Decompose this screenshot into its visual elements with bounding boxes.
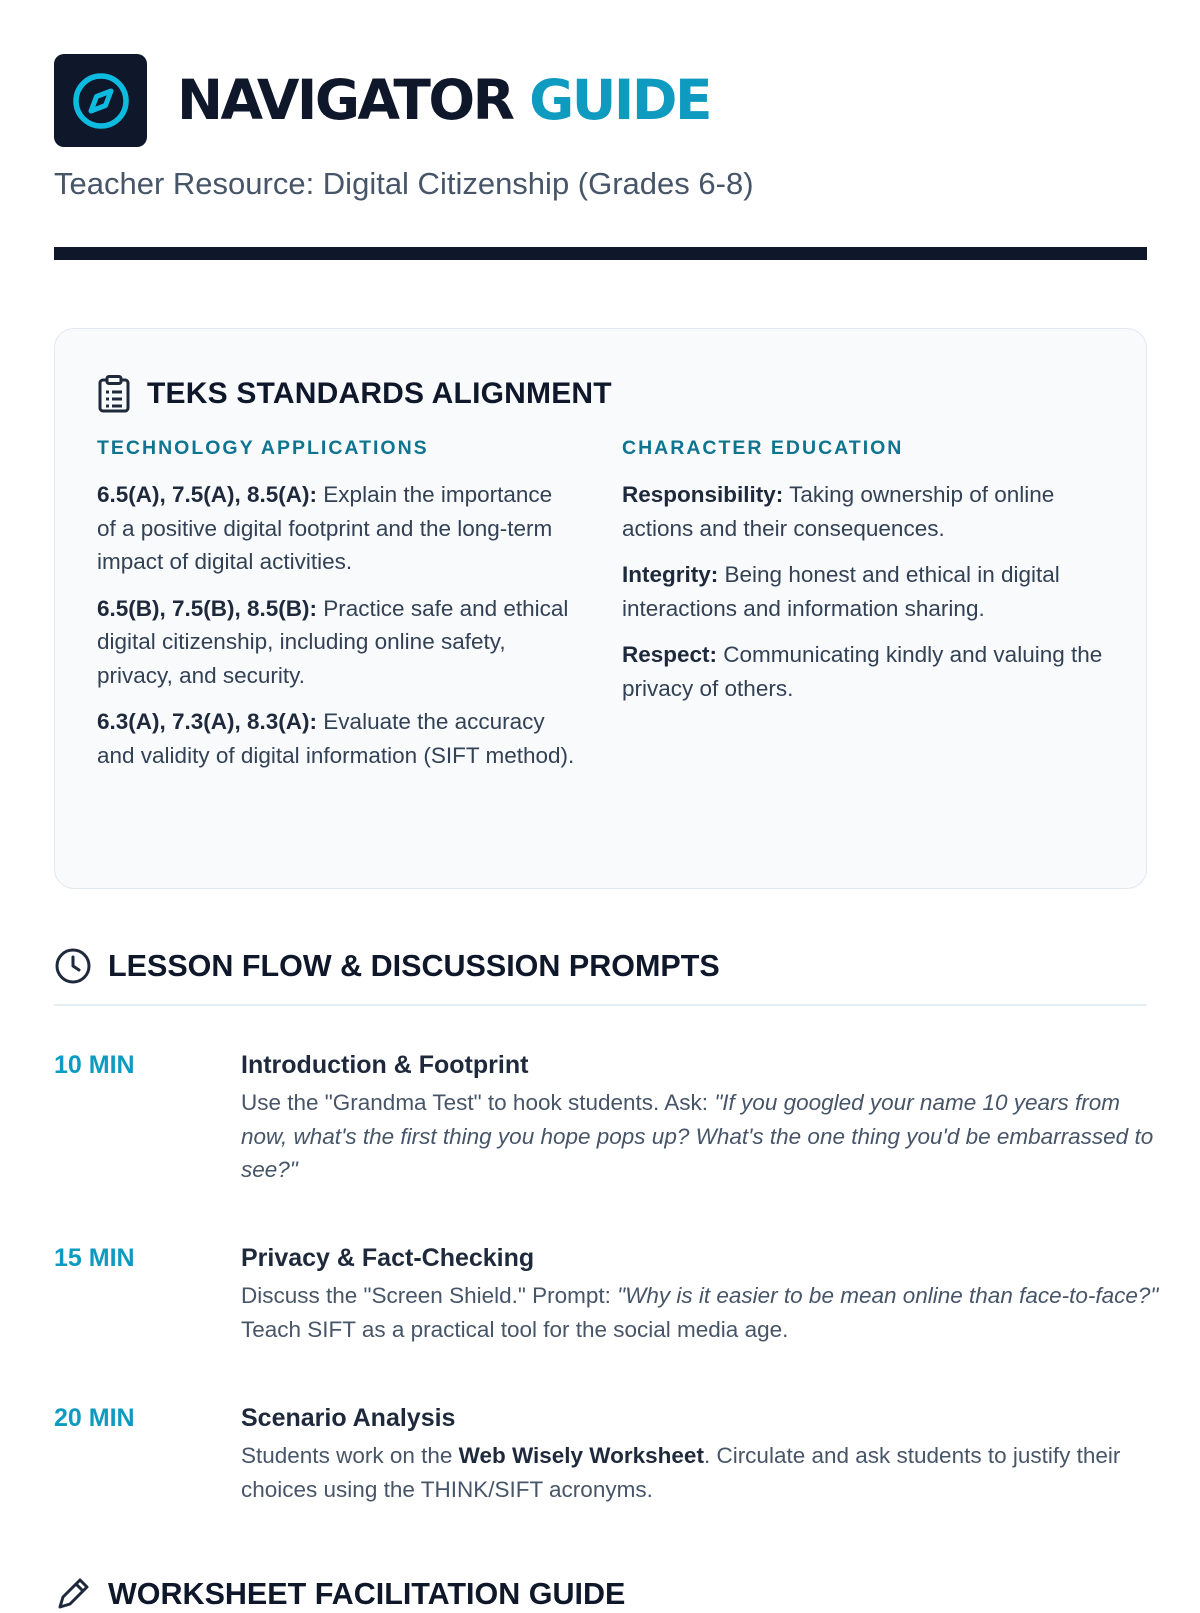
page-subtitle: Teacher Resource: Digital Citizenship (Grades 6-8): [54, 166, 754, 201]
title-guide: GUIDE: [529, 68, 711, 132]
brand-header: [54, 54, 710, 147]
teks-card-header: [97, 375, 612, 413]
step-duration: 15 MIN: [54, 1244, 135, 1272]
character-term: Respect:: [622, 642, 718, 667]
character-text: Taking ownership of online actions and their consequences.: [622, 482, 1055, 541]
lesson-flow-header: [54, 947, 720, 985]
character-education-heading: CHARACTER EDUCATION: [622, 437, 904, 459]
character-item: [622, 558, 1112, 625]
character-item: [622, 638, 1112, 705]
worksheet-name: Web Wisely Worksheet: [458, 1443, 704, 1468]
standard-item: [97, 592, 575, 693]
clipboard-icon: [97, 375, 131, 413]
step-body: [241, 1051, 1161, 1187]
standard-code: 6.5(B), 7.5(B), 8.5(B):: [97, 595, 318, 621]
teks-standards-card: [54, 328, 1147, 889]
standard-code: 6.5(A), 7.5(A), 8.5(A):: [97, 482, 318, 507]
technology-applications-column: [97, 437, 575, 785]
step-title: Introduction & Footprint: [241, 1051, 529, 1079]
character-item: [622, 478, 1112, 545]
step-text: Discuss the "Screen Shield." Prompt:: [241, 1283, 618, 1308]
step-duration: 10 MIN: [54, 1051, 135, 1079]
pencil-icon: [54, 1575, 92, 1613]
standard-item: [97, 478, 575, 579]
lesson-flow-title: LESSON FLOW & DISCUSSION PROMPTS: [108, 948, 720, 983]
standard-text: Explain the importance of a positive digital footprint and the long-term impact of digital activities.: [97, 482, 553, 574]
step-description: [241, 1086, 1161, 1187]
technology-applications-heading: TECHNOLOGY APPLICATIONS: [97, 437, 429, 459]
discussion-prompt: "Why is it easier to be mean online than face-to-face?": [617, 1283, 1159, 1308]
step-description: [241, 1439, 1161, 1506]
character-text: Being honest and ethical in digital interactions and information sharing.: [622, 562, 1060, 621]
standard-text: Practice safe and ethical digital citizenship, including online safety, privacy, and security.: [97, 595, 569, 688]
step-description: [241, 1279, 1161, 1346]
character-education-column: [622, 437, 1112, 718]
compass-icon: [70, 70, 132, 132]
step-title: Privacy & Fact-Checking: [241, 1244, 535, 1272]
step-title: Scenario Analysis: [241, 1404, 456, 1432]
lesson-flow-divider: [54, 1004, 1147, 1006]
step-text: Students work on the: [241, 1443, 459, 1468]
wordmark: [177, 68, 711, 132]
standard-text: Evaluate the accuracy and validity of digital information (SIFT method).: [97, 709, 575, 768]
character-term: Integrity:: [622, 562, 719, 587]
character-term: Responsibility:: [622, 482, 784, 507]
standard-item: [97, 705, 575, 772]
step-body: [241, 1404, 1161, 1506]
character-text: Communicating kindly and valuing the privacy of others.: [622, 642, 1103, 701]
header-divider: [54, 247, 1147, 260]
standard-code: 6.3(A), 7.3(A), 8.3(A):: [97, 709, 318, 734]
step-text-after: . Circulate and ask students to justify their choices using the THINK/SIFT acronyms.: [241, 1443, 1121, 1502]
teks-title: TEKS STANDARDS ALIGNMENT: [147, 377, 612, 410]
step-body: [241, 1244, 1161, 1346]
step-text-after: Teach SIFT as a practical tool for the social media age.: [241, 1316, 789, 1342]
logo: [54, 54, 147, 147]
worksheet-guide-title: WORKSHEET FACILITATION GUIDE: [108, 1576, 626, 1611]
clock-icon: [54, 947, 92, 985]
discussion-prompt: "If you googled your name 10 years from now, what's the first thing you hope pops up? What's the one thing you'd be embarrassed to see?": [241, 1090, 1154, 1182]
worksheet-guide-header: [54, 1575, 625, 1613]
step-text: Use the "Grandma Test" to hook students. Ask:: [241, 1090, 715, 1115]
title-navigator: NAVIGATOR: [177, 68, 513, 132]
step-duration: 20 MIN: [54, 1404, 135, 1432]
